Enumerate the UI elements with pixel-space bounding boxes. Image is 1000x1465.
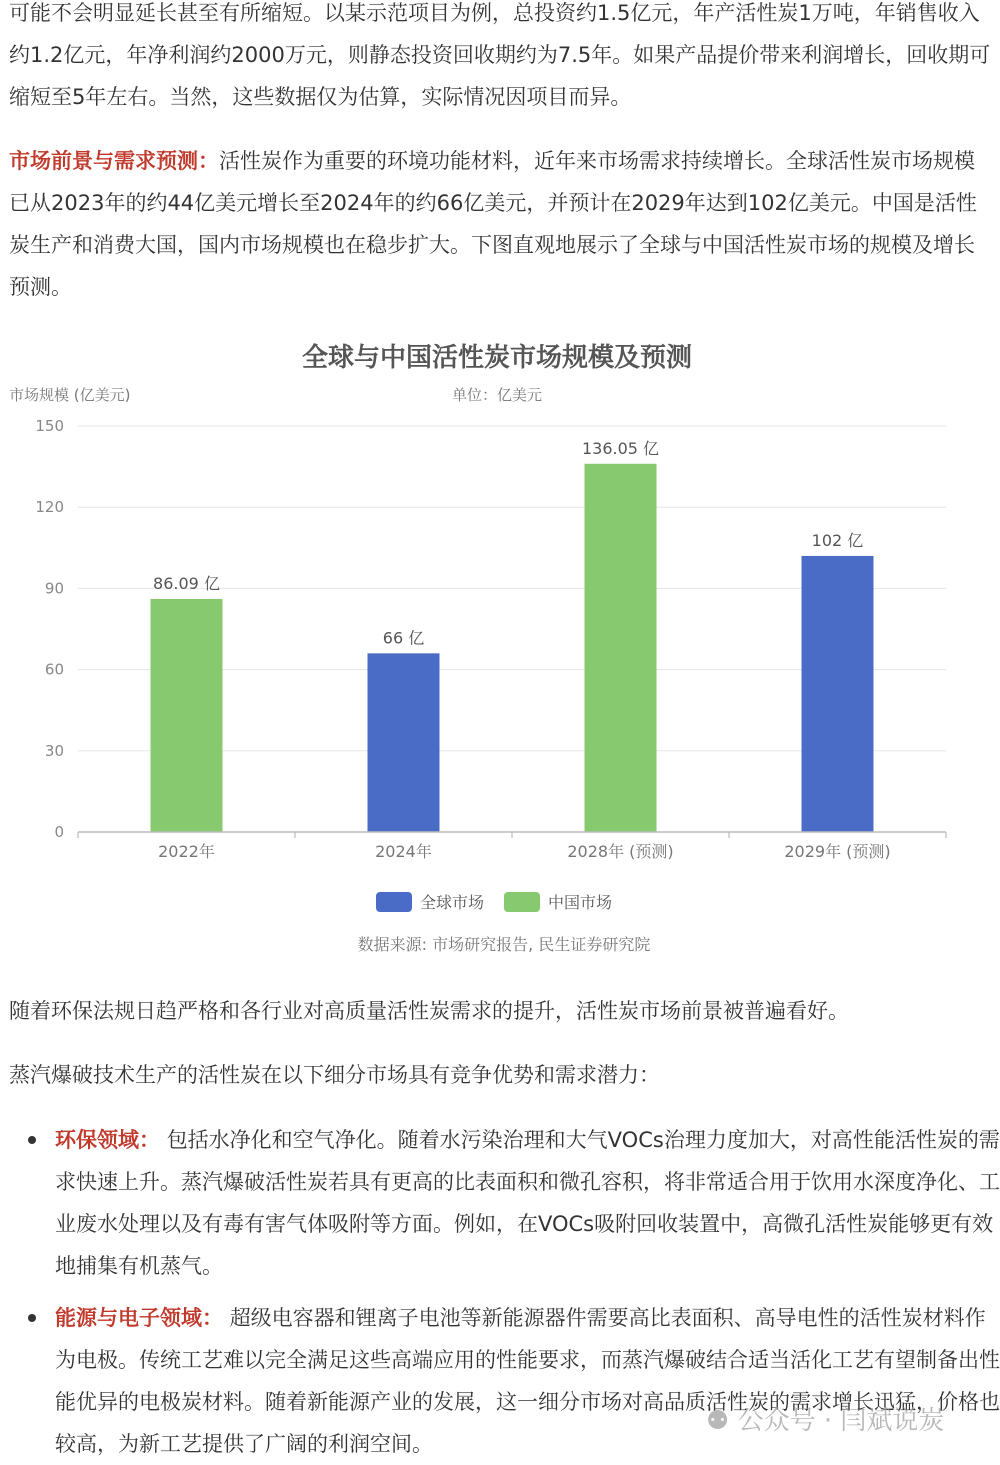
legend-swatch [504,892,540,912]
market-outlook-body: 活性炭作为重要的环境功能材料，近年来市场需求持续增长。全球活性炭市场规模已从2023年的约44亿美元增长至2024年的约66亿美元，并预计在2029年达到102亿美元。中国是活性炭生产和消费大国，国内市场规模也在稳步扩大。下图直观地展示了全球与中国活性炭市场的规模及增长预测。 [9,149,977,299]
bullet-environmental-heading: 环保领域： [55,1128,160,1152]
bar [368,653,440,832]
bullet-dot [28,1314,36,1322]
data-label: 86.09 亿 [153,573,220,593]
legend-label: 中国市场 [548,893,613,912]
y-tick-label: 60 [44,660,64,679]
legend-label: 全球市场 [420,893,485,912]
data-source: 数据来源: 市场研究报告, 民生证券研究院 [357,935,651,954]
bullet-energy [55,1297,1000,1465]
segment-intro-paragraph: 蒸汽爆破技术生产的活性炭在以下细分市场具有竞争优势和需求潜力： [9,1063,660,1087]
x-tick-label: 2024年 [375,842,432,861]
watermark: ⚉ 公众号 · 闫斌说炭 [706,1406,945,1436]
x-tick-label: 2022年 [158,842,215,861]
y-axis-label: 市场规模 (亿美元) [9,386,131,404]
outlook-summary-paragraph: 随着环保法规日趋严格和各行业对高质量活性炭需求的提升，活性炭市场前景被普遍看好。 [9,999,849,1023]
bullet-environmental-body: 包括水净化和空气净化。随着水污染治理和大气VOCs治理力度加大，对高性能活性炭的需求快速上升。蒸汽爆破活性炭若具有更高的比表面积和微孔容积，将非常适合用于饮用水深度净化、工业废水处理以及有毒有害气体吸附等方面。例如，在VOCs吸附回收装置中，高微孔活性炭能够更有效地捕集有机蒸气。 [55,1128,1000,1278]
data-label: 66 亿 [382,628,425,648]
x-tick-label: 2028年 (预测) [567,842,674,861]
unit-note: 单位：亿美元 [451,386,543,404]
bullet-environmental [55,1119,1000,1287]
bar [151,599,223,832]
bars [151,464,874,832]
legend-swatch [376,892,412,912]
bar [802,556,874,832]
x-tick-label: 2029年 (预测) [784,842,891,861]
y-tick-label: 0 [54,823,64,841]
bullet-energy-body: 超级电容器和锂离子电池等新能源器件需要高比表面积、高导电性的活性炭材料作为电极。传统工艺难以完全满足这些高端应用的性能要求，而蒸汽爆破结合适当活化工艺有望制备出性能优异的电极炭材料。随着新能源产业的发展，这一细分市场对高品质活性炭的需求增长迅猛，价格也较高，为新工艺提供了广阔的利润空间。 [55,1306,1000,1456]
bullet-energy-heading: 能源与电子领域： [55,1306,223,1330]
legend [376,892,612,912]
bullet-dot [28,1136,36,1144]
intro-paragraph: 可能不会明显延长甚至有所缩短。以某示范项目为例，总投资约1.5亿元，年产活性炭1万吨，年销售收入约1.2亿元，年净利润约2000万元，则静态投资回收期约为7.5年。如果产品提价带来利润增长，回收期可缩短至5年左右。当然，这些数据仅为估算，实际情况因项目而异。 [9,1,991,109]
market-outlook-heading: 市场前景与需求预测： [9,149,219,173]
y-tick-label: 150 [35,417,64,435]
market-size-chart [0,320,1000,970]
y-tick-label: 120 [35,498,64,517]
y-tick-label: 90 [44,579,64,598]
data-label: 136.05 亿 [581,438,660,458]
market-outlook-paragraph [9,140,994,308]
watermark-text: 公众号 · 闫斌说炭 [737,1406,945,1436]
x-axis [78,832,946,861]
bar [585,464,657,832]
chart-title: 全球与中国活性炭市场规模及预测 [301,343,693,373]
data-label: 102 亿 [811,530,864,550]
data-labels [153,439,863,648]
y-tick-labels [35,417,64,841]
y-tick-label: 30 [44,741,64,760]
